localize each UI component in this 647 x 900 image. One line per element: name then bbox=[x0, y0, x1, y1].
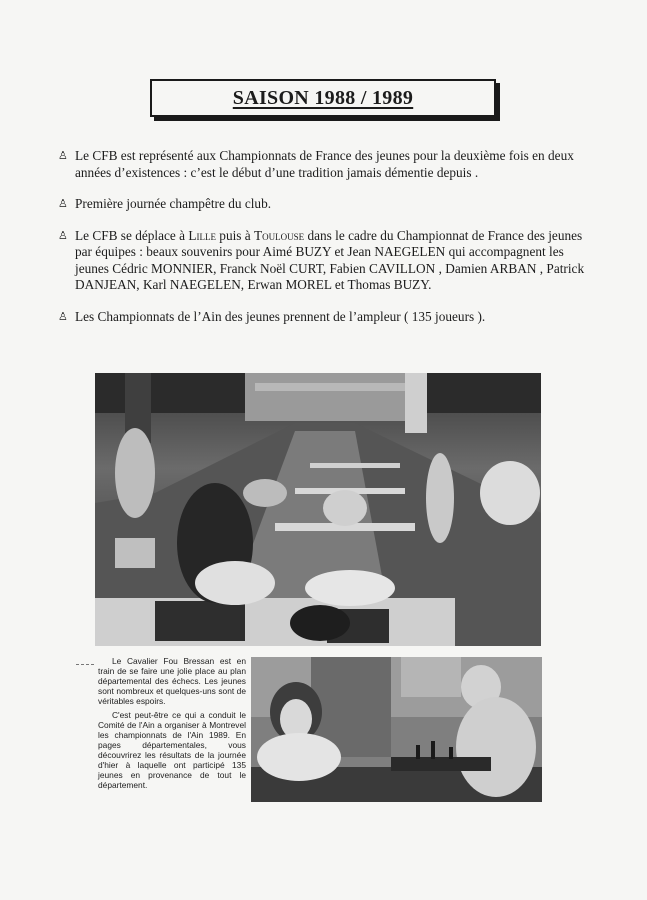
bullet-text-part: Première journée champêtre du club. bbox=[75, 196, 272, 211]
bullet-text bbox=[75, 309, 485, 324]
bullet-item bbox=[58, 196, 598, 213]
pawn-outline-icon: ♙ bbox=[58, 309, 68, 323]
city-name: Toulouse bbox=[254, 227, 305, 243]
bullet-text-part: dans le cadre du Championnat de France des jeunes par équipes : beaux souvenirs pour Aimé BUZY et Jean NAEGELEN qui accompagnent les jeunes Cédric MONNIER, Franck Noël CURT, Fabien CAVILLON , Damien ARBAN , Patrick DANJEAN, Karl NAEGELEN, Erwan MOREL et Thomas BUZY. bbox=[75, 227, 585, 292]
bullet-text bbox=[75, 148, 574, 180]
caption-dash-mark bbox=[76, 664, 94, 666]
bullet-text-part: puis à bbox=[215, 227, 255, 243]
young-players-photo bbox=[251, 657, 542, 802]
bullet-text-part: Le CFB se déplace à bbox=[75, 227, 189, 243]
tournament-hall-photo bbox=[95, 373, 541, 646]
caption-paragraph-1: Le Cavalier Fou Bressan est en train de se faire une jolie place au plan départemental des échecs. Les jeunes sont nombreux et quelques-uns sont de véritables espoirs. bbox=[98, 656, 246, 706]
caption-paragraph-2: C'est peut-être ce qui a conduit le Comité de l'Ain a organiser à Montrevel les championnats de l'Ain 1989. En pages départementales, vous découvrirez les résultats de la journée d'hier à laquelle ont participé 135 jeunes en provenance de tout le département. bbox=[98, 710, 246, 790]
pawn-outline-icon: ♙ bbox=[58, 228, 68, 242]
photo-caption bbox=[98, 656, 246, 794]
city-name: Lille bbox=[188, 227, 216, 243]
bullet-text-part: Le CFB est représenté aux Championnats de France des jeunes pour la deuxième fois en deux années d’existences : c’est le début d’une tradition jamais démentie depuis . bbox=[75, 148, 574, 180]
page-title: SAISON 1988 / 1989 bbox=[232, 86, 414, 109]
title-box bbox=[150, 79, 496, 117]
bullet-text-part: Les Championnats de l’Ain des jeunes prennent de l’ampleur ( 135 joueurs ). bbox=[75, 308, 486, 324]
pawn-outline-icon: ♙ bbox=[58, 197, 68, 210]
bullet-text bbox=[75, 228, 584, 293]
bullet-item bbox=[58, 148, 598, 181]
bullet-item bbox=[58, 228, 598, 294]
bullet-list bbox=[58, 148, 598, 340]
bullet-item bbox=[58, 309, 598, 326]
pawn-outline-icon: ♙ bbox=[58, 149, 68, 162]
bullet-text bbox=[75, 196, 271, 211]
